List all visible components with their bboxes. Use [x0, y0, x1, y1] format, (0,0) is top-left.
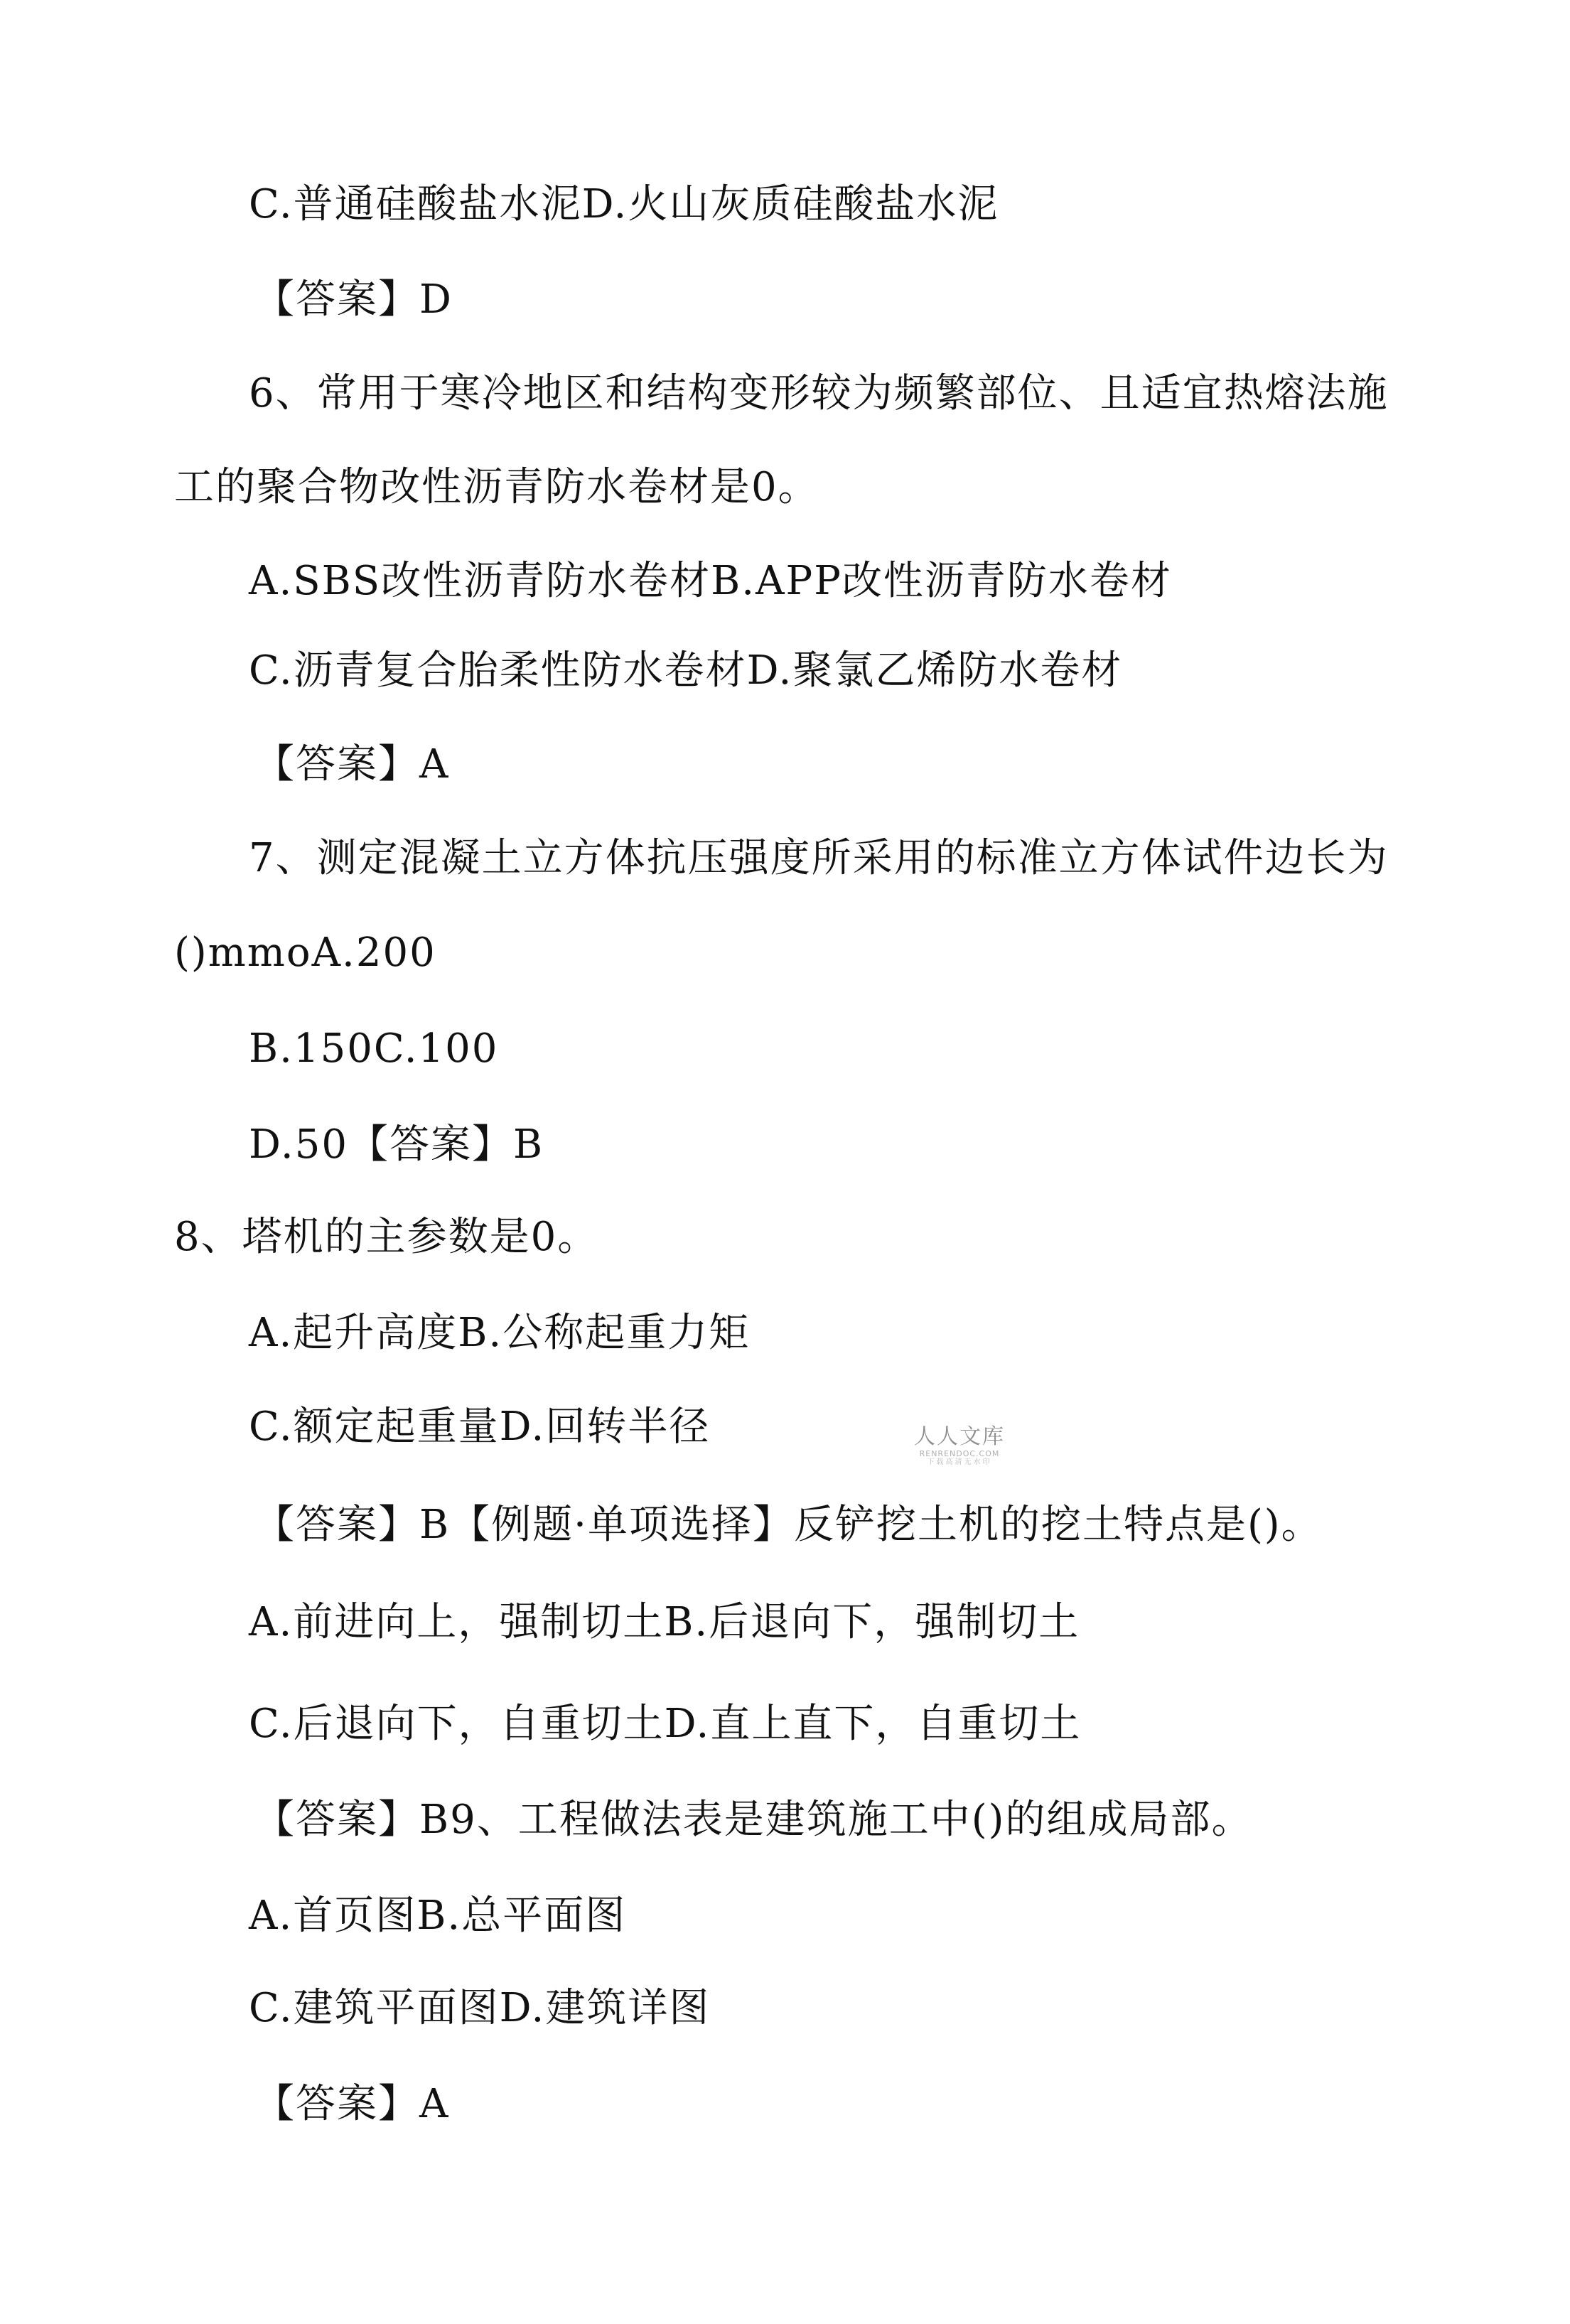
option-line-8-cd: C.额定起重量D.回转半径 [249, 1404, 711, 1450]
question-6-line-1: 6、常用于寒冷地区和结构变形较为频繁部位、且适宜热熔法施 [249, 370, 1389, 416]
option-line-example-cd: C.后退向下，自重切土D.直上直下，自重切土 [249, 1701, 1082, 1747]
question-7-line-1: 7、测定混凝土立方体抗压强度所采用的标准立方体试件边长为 [249, 835, 1389, 881]
option-line-9-ab: A.首页图B.总平面图 [249, 1893, 627, 1939]
question-6-line-2: 工的聚合物改性沥青防水卷材是0。 [174, 464, 819, 510]
answer-line-9: 【答案】A [254, 2081, 450, 2127]
option-line-7-bc: B.150C.100 [249, 1026, 499, 1072]
watermark-domain: RENRENDOC.COM [919, 1449, 1000, 1458]
answer-line-6: 【答案】A [254, 741, 450, 787]
question-7-line-2: ()mmoA.200 [174, 930, 436, 976]
option-line-9-cd: C.建筑平面图D.建筑详图 [249, 1985, 711, 2031]
option-line-6-cd: C.沥青复合胎柔性防水卷材D.聚氯乙烯防水卷材 [249, 647, 1123, 694]
answer-line-8-example: 【答案】B【例题·单项选择】反铲挖土机的挖土特点是()。 [254, 1502, 1323, 1548]
option-line-5-cd: C.普通硅酸盐水泥D.火山灰质硅酸盐水泥 [249, 181, 999, 227]
watermark-title: 人人文库 [914, 1424, 1005, 1449]
answer-line-example-question-9: 【答案】B9、工程做法表是建筑施工中()的组成局部。 [254, 1797, 1253, 1843]
option-line-8-ab: A.起升高度B.公称起重力矩 [249, 1310, 751, 1356]
watermark-logo [903, 1425, 1016, 1467]
option-line-6-ab: A.SBS改性沥青防水卷材B.APP改性沥青防水卷材 [249, 558, 1172, 604]
answer-line-5: 【答案】D [254, 276, 453, 323]
option-line-7-d-answer: D.50【答案】B [249, 1121, 544, 1168]
question-8-line: 8、塔机的主参数是0。 [174, 1214, 599, 1260]
watermark-slogan: 下载高清无水印 [927, 1458, 992, 1466]
option-line-example-ab: A.前进向上，强制切土B.后退向下，强制切土 [249, 1599, 1080, 1645]
